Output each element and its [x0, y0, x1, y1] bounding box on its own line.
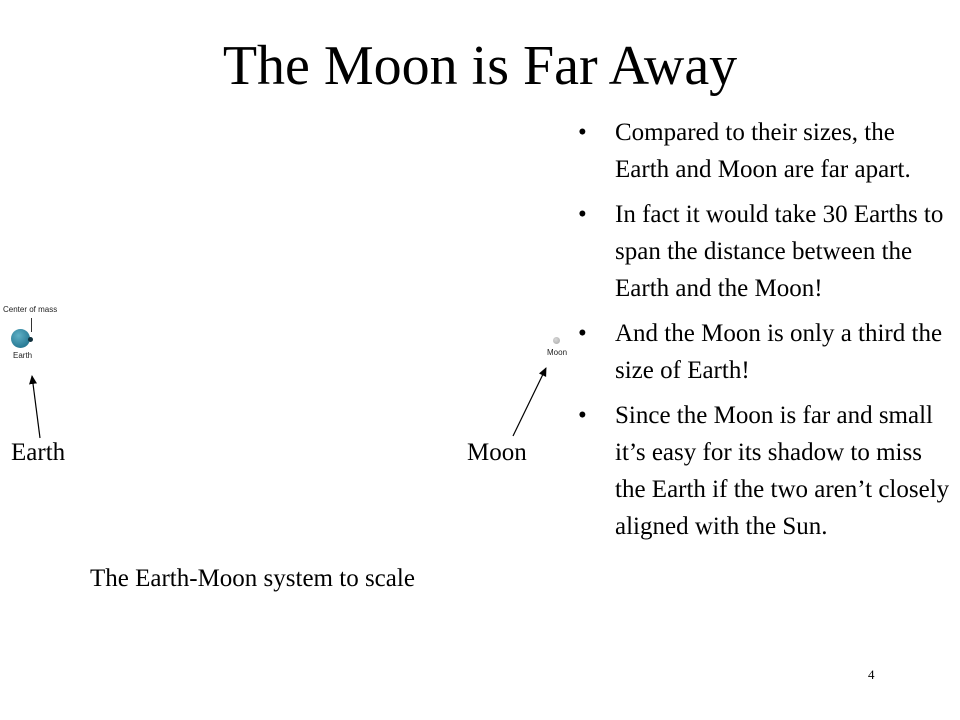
moon-arrow: [513, 368, 546, 436]
bullet-text: And the Moon is only a third the size of Earth!: [615, 320, 943, 384]
moon-label: Moon: [467, 439, 527, 466]
bullet-item: [578, 397, 950, 545]
bullet-dot-icon: •: [578, 402, 587, 429]
slide-title: The Moon is Far Away: [222, 35, 738, 97]
bullet-text: In fact it would take 30 Earths to span the distance between the Earth and the Moon!: [615, 201, 944, 302]
bullet-dot-icon: •: [578, 119, 587, 146]
page-number: 4: [868, 667, 875, 682]
bullet-item: [578, 315, 950, 389]
bullet-text: Compared to their sizes, the Earth and Moon are far apart.: [615, 119, 911, 183]
diagram-caption: The Earth-Moon system to scale: [90, 565, 415, 592]
center-of-mass-label: Center of mass: [3, 305, 58, 314]
bullet-text: Since the Moon is far and small it’s easy for its shadow to miss the Earth if the two aren’t closely aligned with the Sun.: [615, 402, 950, 540]
earth-arrow: [32, 376, 40, 438]
bullet-list: [578, 114, 950, 553]
moon-small-label: Moon: [547, 348, 568, 357]
bullet-item: [578, 196, 950, 307]
earth-label: Earth: [11, 439, 66, 466]
bullet-dot-icon: •: [578, 320, 587, 347]
bullet-dot-icon: •: [578, 201, 587, 228]
bullet-item: [578, 114, 950, 188]
earth-small-label: Earth: [13, 351, 33, 360]
